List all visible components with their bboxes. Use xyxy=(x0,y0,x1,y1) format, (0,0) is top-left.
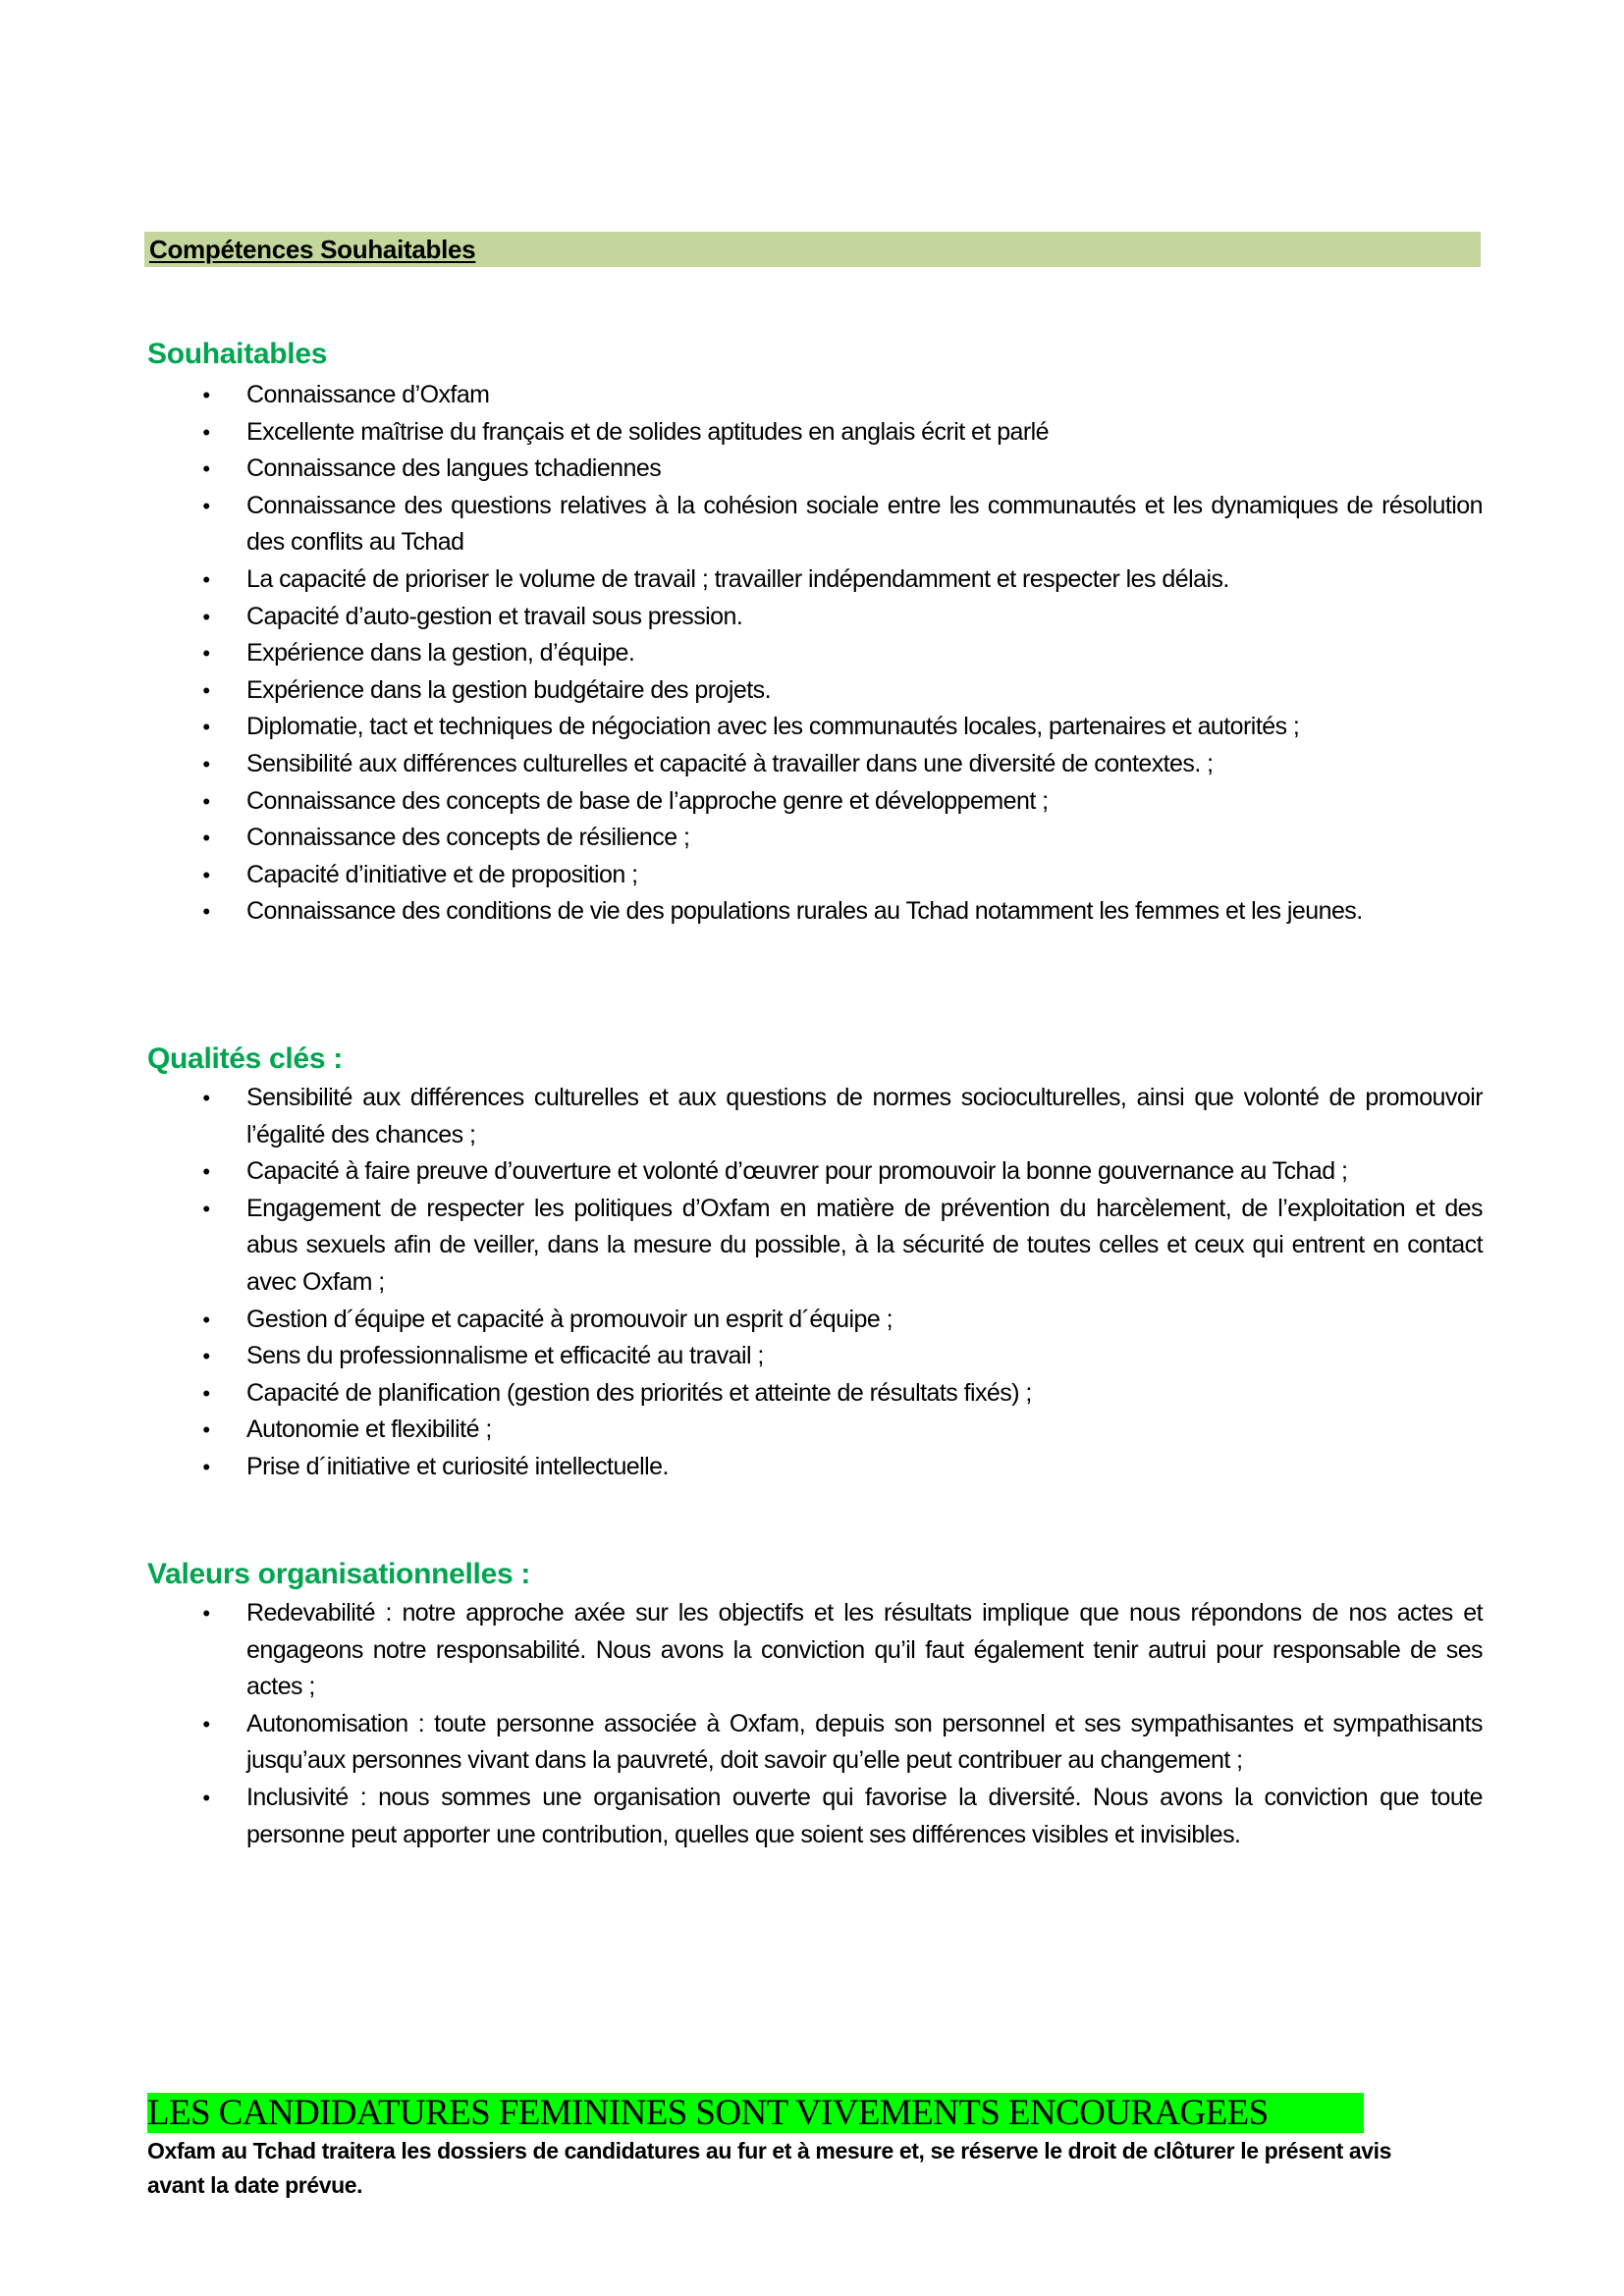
list-item xyxy=(0,746,1483,783)
list-item-text: Excellente maîtrise du français et de solides aptitudes en anglais écrit et parlé xyxy=(246,417,1050,446)
bullet-icon: • xyxy=(202,383,210,407)
bullet-icon: • xyxy=(202,1711,210,1736)
list-item xyxy=(0,1338,1483,1375)
list-item-text: Sens du professionnalisme et efficacité au travail ; xyxy=(246,1342,764,1370)
list-item-text: Expérience dans la gestion budgétaire des projets. xyxy=(246,675,771,704)
encouragement-banner-text: LES CANDIDATURES FEMININES SONT VIVEMENTS ENCOURAGEES xyxy=(147,2093,1269,2133)
list-item xyxy=(0,377,1483,414)
bullet-icon: • xyxy=(202,566,210,592)
bullet-icon: • xyxy=(202,1601,210,1626)
heading-valeurs-organisationnelles: Valeurs organisationnelles : xyxy=(147,1558,531,1590)
list-item-text: Connaissance des concepts de résilience ; xyxy=(246,824,690,852)
heading-qualites-cles: Qualités clés : xyxy=(147,1042,343,1075)
list-item-text: Autonomisation : toute personne associée à Oxfam, depuis son personnel et ses sympathisantes et sympathisants jusqu’aux personnes vivant dans la pauvreté, doit savoir qu’elle peut contribuer au changement ; xyxy=(246,1709,1483,1775)
bullet-icon: • xyxy=(202,1196,210,1221)
section-header-title: Compétences Souhaitables xyxy=(149,235,476,264)
list-item-text: Connaissance d’Oxfam xyxy=(246,381,490,408)
bullet-icon: • xyxy=(202,1159,210,1185)
list-item-text: Autonomie et flexibilité ; xyxy=(246,1415,492,1444)
list-item-text: Connaissance des questions relatives à la cohésion sociale entre les communautés et les dynamiques de résolution des conflits au Tchad xyxy=(246,491,1483,557)
list-item xyxy=(0,1706,1483,1780)
list-item xyxy=(0,1412,1483,1449)
bullet-icon: • xyxy=(202,788,210,814)
list-item-text: Connaissance des concepts de base de l’approche genre et développement ; xyxy=(246,786,1049,815)
list-qualites-cles xyxy=(0,1080,1624,1486)
heading-souhaitables: Souhaitables xyxy=(147,338,328,370)
list-item-text: Engagement de respecter les politiques d’Oxfam en matière de prévention du harcèlement, de l’exploitation et des abus sexuels afin de veiller, dans la mesure du possible, à la sécurité de toutes celles et ceux qui entrent en contact avec Oxfam ; xyxy=(246,1194,1483,1296)
list-item-text: Expérience dans la gestion, d’équipe. xyxy=(246,639,635,667)
list-item-text: Sensibilité aux différences culturelles et capacité à travailler dans une diversité de contextes. ; xyxy=(246,749,1214,777)
closing-notice: Oxfam au Tchad traitera les dossiers de candidatures au fur et à mesure et, se réserve le droit de clôturer le présent avis avant la date prévue. xyxy=(147,2138,1392,2198)
bullet-icon: • xyxy=(202,604,210,629)
list-item xyxy=(0,1153,1483,1191)
list-item xyxy=(0,1302,1483,1339)
bullet-icon: • xyxy=(202,1417,210,1443)
bullet-icon: • xyxy=(202,899,210,925)
list-item xyxy=(0,488,1483,561)
bullet-icon: • xyxy=(202,641,210,667)
list-item xyxy=(0,1780,1483,1853)
list-item-text: La capacité de prioriser le volume de travail ; travailler indépendamment et respecter les délais. xyxy=(246,564,1229,593)
list-item-text: Capacité de planification (gestion des priorités et atteinte de résultats fixés) ; xyxy=(246,1378,1032,1407)
list-item-text: Gestion d´équipe et capacité à promouvoir un esprit d´équipe ; xyxy=(246,1305,893,1333)
list-item-text: Capacité à faire preuve d’ouverture et volonté d’œuvrer pour promouvoir la bonne gouvernance au Tchad ; xyxy=(246,1157,1348,1186)
list-souhaitables xyxy=(0,377,1624,931)
bullet-icon: • xyxy=(202,1785,210,1810)
bullet-icon: • xyxy=(202,1307,210,1332)
bullet-icon: • xyxy=(202,751,210,776)
list-item xyxy=(0,451,1483,488)
list-item xyxy=(0,561,1483,599)
list-item xyxy=(0,1375,1483,1413)
list-item-text: Capacité d’auto-gestion et travail sous pression. xyxy=(246,602,743,630)
list-item-text: Sensibilité aux différences culturelles et aux questions de normes socioculturelles, ainsi que volonté de promouvoir l’égalité des chances ; xyxy=(246,1084,1483,1148)
list-item xyxy=(0,857,1483,894)
list-item-text: Capacité d’initiative et de proposition ; xyxy=(246,860,638,888)
bullet-icon: • xyxy=(202,826,210,851)
list-item xyxy=(0,709,1483,746)
list-item xyxy=(0,1595,1483,1706)
list-item xyxy=(0,599,1483,636)
bullet-icon: • xyxy=(202,1344,210,1369)
list-item xyxy=(0,820,1483,857)
list-item xyxy=(0,414,1483,452)
bullet-icon: • xyxy=(202,456,210,482)
list-item-text: Redevabilité : notre approche axée sur les objectifs et les résultats implique que nous répondons de nos actes et engageons notre responsabilité. Nous avons la conviction qu’il faut également tenir autrui pour responsable de ses actes ; xyxy=(246,1599,1483,1701)
list-item-text: Connaissance des langues tchadiennes xyxy=(246,454,662,483)
bullet-icon: • xyxy=(202,1086,210,1110)
bullet-icon: • xyxy=(202,1454,210,1479)
list-item xyxy=(0,635,1483,672)
list-item xyxy=(0,1080,1483,1153)
list-item-text: Diplomatie, tact et techniques de négociation avec les communautés locales, partenaires et autorités ; xyxy=(246,713,1300,741)
list-item xyxy=(0,1449,1483,1486)
bullet-icon: • xyxy=(202,677,210,703)
list-valeurs-organisationnelles xyxy=(0,1595,1624,1853)
list-item-text: Prise d´initiative et curiosité intellectuelle. xyxy=(246,1452,669,1480)
list-item xyxy=(0,672,1483,710)
list-item xyxy=(0,893,1483,931)
bullet-icon: • xyxy=(202,419,210,445)
list-item xyxy=(0,783,1483,821)
bullet-icon: • xyxy=(202,715,210,740)
bullet-icon: • xyxy=(202,862,210,887)
list-item-text: Inclusivité : nous sommes une organisation ouverte qui favorise la diversité. Nous avons la conviction que toute personne peut apporter une contribution, quelles que soient ses différences visibles et invisibles. xyxy=(246,1783,1483,1848)
list-item xyxy=(0,1191,1483,1302)
bullet-icon: • xyxy=(202,1380,210,1406)
list-item-text: Connaissance des conditions de vie des populations rurales au Tchad notamment les femmes et les jeunes. xyxy=(246,897,1363,926)
bullet-icon: • xyxy=(202,493,210,518)
